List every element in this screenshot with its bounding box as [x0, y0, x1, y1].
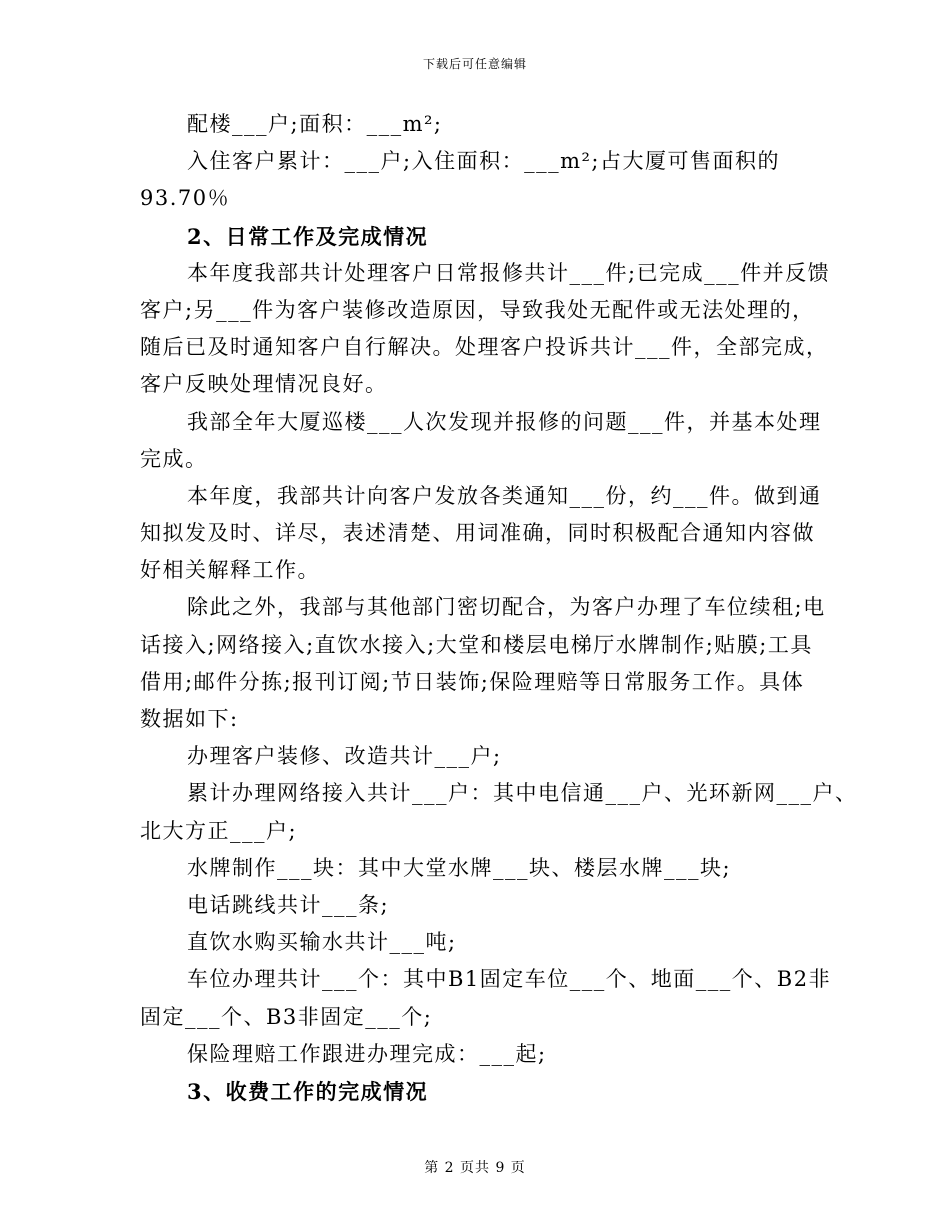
- page-number-footer: 第 2 页共 9 页: [424, 1160, 526, 1176]
- paragraph-line: 水牌制作___块：其中大堂水牌___块、楼层水牌___块;: [187, 855, 732, 880]
- paragraph-line: 好相关解释工作。: [140, 558, 320, 583]
- document-body: [140, 106, 858, 1110]
- paragraph-line: 客户;另___件为客户装修改造原因，导致我处无配件或无法处理的，: [140, 297, 815, 322]
- paragraph-line: 除此之外，我部与其他部门密切配合，为客户办理了车位续租;电: [187, 595, 826, 620]
- paragraph-line: 我部全年大厦巡楼___人次发现并报修的问题___件，并基本处理: [187, 409, 822, 434]
- paragraph-line: 话接入;网络接入;直饮水接入;大堂和楼层电梯厅水牌制作;贴膜;工具: [140, 632, 813, 657]
- paragraph-line: 93.70％: [140, 186, 231, 211]
- paragraph-line: 客户反映处理情况良好。: [140, 372, 388, 397]
- paragraph-line: 数据如下:: [140, 707, 239, 731]
- section-heading: 3、收费工作的完成情况: [187, 1078, 429, 1104]
- paragraph-line: 办理客户装修、改造共计___户;: [187, 744, 502, 769]
- paragraph-line: 随后已及时通知客户自行解决。处理客户投诉共计___件，全部完成，: [140, 335, 829, 360]
- paragraph-line: 入住客户累计：___户;入住面积：___m²;占大厦可售面积的: [187, 149, 780, 174]
- paragraph-line: 本年度我部共计处理客户日常报修共计___件;已完成___件并反馈: [187, 260, 831, 285]
- paragraph-line: 完成。: [140, 446, 208, 471]
- paragraph-line: 直饮水购买输水共计___吨;: [187, 930, 457, 955]
- paragraph-line: 累计办理网络接入共计___户：其中电信通___户、光环新网___户、: [187, 781, 858, 806]
- paragraph-line: 借用;邮件分拣;报刊订阅;节日装饰;保险理赔等日常服务工作。具体: [140, 669, 805, 694]
- page-header: 下载后可任意编辑: [422, 57, 527, 71]
- paragraph-line: 电话跳线共计___条;: [187, 892, 390, 917]
- paragraph-line: 北大方正___户;: [140, 818, 298, 843]
- paragraph-line: 配楼___户;面积：___m²;: [187, 112, 443, 136]
- paragraph-line: 本年度，我部共计向客户发放各类通知___份，约___件。做到通: [187, 483, 822, 508]
- paragraph-line: 知拟发及时、详尽，表述清楚、用词准确，同时积极配合通知内容做: [140, 521, 815, 546]
- paragraph-line: 固定___个、B3非固定___个;: [140, 1004, 433, 1029]
- paragraph-line: 保险理赔工作跟进办理完成：___起;: [187, 1041, 547, 1066]
- section-heading: 2、日常工作及完成情况: [187, 223, 429, 249]
- paragraph-line: 车位办理共计___个：其中B1固定车位___个、地面___个、B2非: [187, 967, 832, 992]
